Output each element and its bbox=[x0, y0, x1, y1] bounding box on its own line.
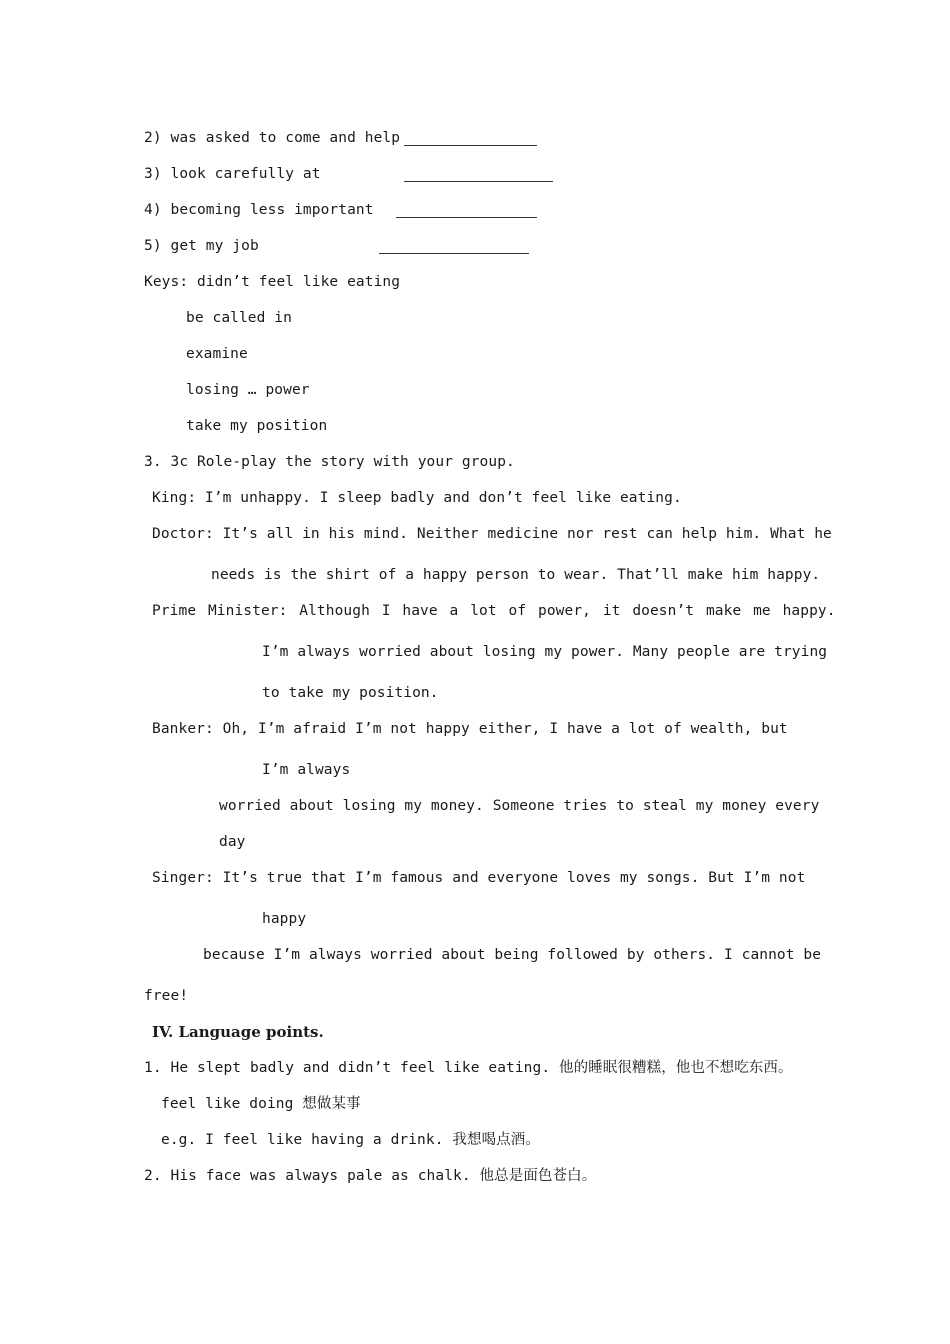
banker-line: worried about losing my money. Someone tries to steal my money every bbox=[219, 798, 820, 814]
exercise-item-5: 5) get my job bbox=[144, 238, 259, 254]
key-answer: examine bbox=[186, 346, 248, 362]
singer-line: because I’m always worried about being followed by others. I cannot be bbox=[203, 947, 822, 963]
language-point-2: 2. His face was always pale as chalk. 他总是面色苍白。 bbox=[144, 1168, 597, 1184]
exercise-item-4: 4) becoming less important bbox=[144, 202, 374, 218]
doctor-line: needs is the shirt of a happy person to wear. That’ll make him happy. bbox=[211, 567, 821, 583]
banker-line: Banker: Oh, I’m afraid I’m not happy either, I have a lot of wealth, but bbox=[152, 721, 788, 737]
language-points-heading: IV. Language points. bbox=[152, 1023, 324, 1041]
prime-minister-line: Prime Minister: Although I have a lot of power, it doesn’t make me happy. bbox=[152, 603, 836, 619]
answer-blank-2[interactable] bbox=[404, 131, 537, 146]
singer-line: Singer: It’s true that I’m famous and everyone loves my songs. But I’m not bbox=[152, 870, 806, 886]
exercise-item-3: 3) look carefully at bbox=[144, 166, 321, 182]
language-point-example: e.g. I feel like having a drink. 我想喝点酒。 bbox=[161, 1132, 540, 1148]
singer-line: happy bbox=[262, 911, 307, 927]
language-point-1: 1. He slept badly and didn’t feel like eating. 他的睡眠很糟糕，他也不想吃东西。 bbox=[144, 1060, 793, 1076]
answer-blank-3[interactable] bbox=[404, 167, 553, 182]
language-point-phrase: feel like doing 想做某事 bbox=[161, 1096, 361, 1112]
roleplay-heading: 3. 3c Role-play the story with your group. bbox=[144, 454, 515, 470]
key-answer: be called in bbox=[186, 310, 292, 326]
key-answer: take my position bbox=[186, 418, 328, 434]
prime-minister-line: I’m always worried about losing my power. Many people are trying bbox=[262, 644, 828, 660]
king-line: King: I’m unhappy. I sleep badly and don’t feel like eating. bbox=[152, 490, 682, 506]
doctor-line: Doctor: It’s all in his mind. Neither medicine nor rest can help him. What he bbox=[152, 526, 832, 542]
prime-minister-line: to take my position. bbox=[262, 685, 439, 701]
banker-line: day bbox=[219, 834, 246, 850]
exercise-item-2: 2) was asked to come and help bbox=[144, 130, 401, 146]
answer-blank-5[interactable] bbox=[379, 239, 529, 254]
banker-line: I’m always bbox=[262, 762, 351, 778]
singer-line: free! bbox=[144, 988, 189, 1004]
answer-blank-4[interactable] bbox=[396, 203, 537, 218]
keys-label: Keys: didn’t feel like eating bbox=[144, 274, 401, 290]
key-answer: losing … power bbox=[186, 382, 310, 398]
